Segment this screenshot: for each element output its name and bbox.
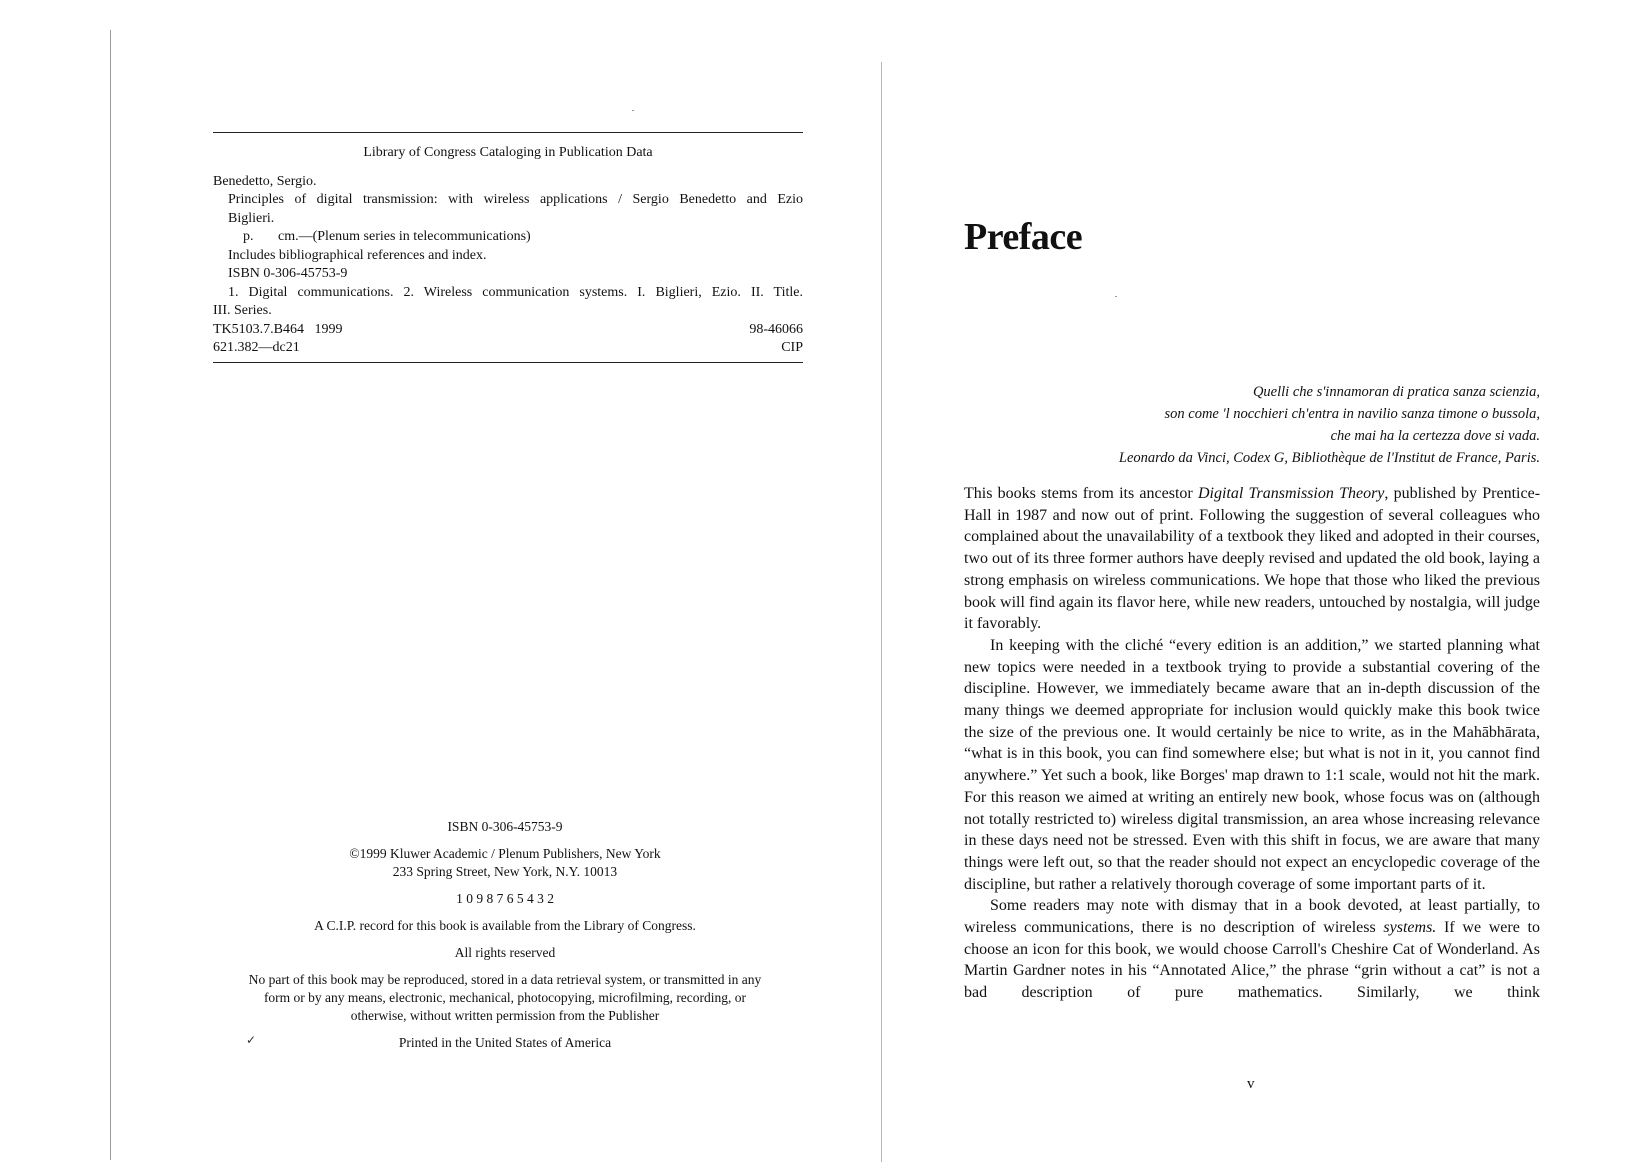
- cip-row: [213, 339, 803, 358]
- text-run: Some readers may note with dismay that in a book devoted, at least partially, to wireless communications, there is no description of wireless: [964, 897, 1540, 937]
- imprint-copyright: [205, 845, 805, 881]
- cip-bottom-rule: [213, 362, 803, 363]
- book-title-italic: Digital Transmission Theory: [1197, 485, 1385, 502]
- notice-line: No part of this book may be reproduced, stored in a data retrieval system, or transmitted in any: [248, 972, 762, 987]
- rights-reserved: All rights reserved: [454, 945, 556, 960]
- cip-isbn: ISBN 0-306-45753-9: [228, 266, 348, 281]
- cip-record-note: A C.I.P. record for this book is available from the Library of Congress.: [314, 918, 696, 933]
- paragraph: [964, 895, 1540, 1004]
- cip-top-rule: [213, 132, 803, 133]
- cip-heading: Library of Congress Cataloging in Publication Data: [363, 145, 653, 160]
- preface-body: [964, 483, 1540, 1004]
- address-line: 233 Spring Street, New York, N.Y. 10013: [392, 864, 618, 879]
- printed-in: Printed in the United States of America: [398, 1035, 612, 1050]
- printing-numbers: 1 0 9 8 7 6 5 4 3 2: [456, 891, 554, 906]
- cip-series-line: p. cm.—(Plenum series in telecommunications): [243, 229, 531, 244]
- cip-label: CIP: [781, 340, 803, 355]
- page-number: v: [1247, 1076, 1255, 1092]
- notice-line: otherwise, without written permission from the Publisher: [350, 1008, 660, 1023]
- epigraph-line: che mai ha la certezza dove si vada.: [1330, 428, 1540, 444]
- text-run: This books stems from its ancestor: [964, 485, 1198, 502]
- emphasis-italic: systems.: [1383, 919, 1437, 937]
- gutter-edge: [881, 62, 882, 1162]
- imprint-isbn: ISBN 0-306-45753-9: [447, 819, 563, 834]
- epigraph: [1020, 381, 1540, 469]
- text-run: If we were to choose an icon for this book, we would choose Carroll's Cheshire Cat of Wonderland. As Martin Gardner notes in his “Annotated Alice,” the phrase “grin without a cat” is not a bad description of pure mathematics. Similarly, we think: [964, 919, 1540, 1002]
- cip-row: [213, 321, 803, 340]
- notice-line: form or by any means, electronic, mechanical, photocopying, microfilming, recording, or: [263, 990, 747, 1005]
- copyright-line: ©1999 Kluwer Academic / Plenum Publishers, New York: [349, 846, 661, 861]
- pen-mark-icon: ✓: [246, 1033, 257, 1047]
- paragraph: In keeping with the cliché “every edition is an addition,” we started planning what new topics were needed in a textbook trying to provide a substantial covering of the discipline. However, we immediately became aware that an in-depth discussion of the many things we deemed appropriate for inclusion would quickly make this book twice the size of the previous one. It would certainly be nice to write, as in the Mahābhārata, “what is in this book, you can find somewhere else; but what is not in it, you cannot find anywhere.” Yet such a book, like Borges' map drawn to 1:1 scale, would not hit the mark. For this reason we aimed at writing an entirely new book, whose focus was on (although not totally restricted to) wireless digital transmission, an area whose increasing relevance in these days need not be stressed. Even with this shift in focus, we are aware that many things were left out, so that the reader should not expect an encyclopedic coverage of the discipline, but rather a relatively thorough coverage of some important parts of it.: [964, 636, 1540, 893]
- cip-subjects-line: 1. Digital communications. 2. Wireless communication systems. I. Biglieri, Ezio. II. Title.: [228, 284, 803, 300]
- cip-lccn: 98-46066: [749, 321, 803, 337]
- scan-speck: [1115, 296, 1117, 297]
- imprint-block: [205, 818, 805, 1061]
- epigraph-line: son come 'l nocchieri ch'entra in navilio sanza timone o bussola,: [1164, 406, 1540, 422]
- text-run: , published by Prentice-Hall in 1987 and now out of print. Following the suggestion of several colleagues who complained about the unavailability of a textbook they liked and adopted in their courses, two out of its three former authors have deeply revised and updated the old book, laying a strong emphasis on wireless communications. We hope that those who liked the previous book will find again its flavor here, while new readers, untouched by nostalgia, will judge it favorably.: [964, 485, 1541, 633]
- preface-title: Preface: [964, 216, 1083, 258]
- reproduction-notice: [205, 971, 805, 1025]
- epigraph-attribution: Leonardo da Vinci, Codex G, Bibliothèque de l'Institut de France, Paris.: [1118, 450, 1540, 466]
- cip-title-line: Principles of digital transmission: with wireless applications / Sergio Benedetto and Ezio: [228, 192, 803, 207]
- cip-subjects-line: III. Series.: [213, 303, 272, 318]
- epigraph-line: Quelli che s'innamoran di pratica sanza scienzia,: [1252, 384, 1540, 400]
- cip-includes: Includes bibliographical references and index.: [228, 247, 487, 263]
- cip-title-line: Biglieri.: [228, 210, 275, 226]
- cip-call-number: TK5103.7.B464 1999: [213, 321, 343, 337]
- cip-block: [213, 132, 803, 363]
- cip-author: Benedetto, Sergio.: [213, 173, 317, 189]
- cip-dewey: 621.382—dc21: [213, 340, 300, 355]
- paragraph: [964, 483, 1540, 635]
